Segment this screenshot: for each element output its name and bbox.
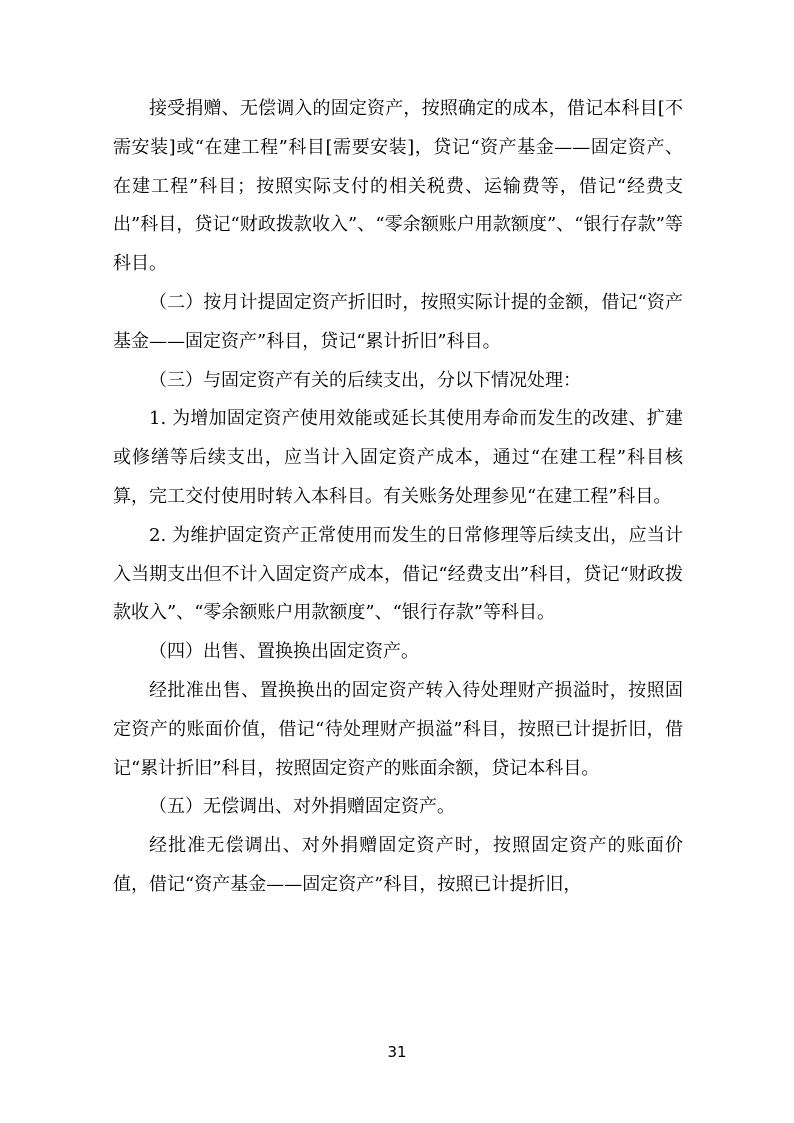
paragraph-subsequent-expenditure: （三）与固定资产有关的后续支出，分以下情况处理： [149, 369, 581, 391]
paragraph-repair-expenditure: 2. 为维护固定资产正常使用而发生的日常修理等后续支出，应当计入当期支出但不计入固定资产成本，借记“经费支出”科目，贷记“财政拨款收入”、“零余额账户用款额度”、“银行存款”等科目。 [113, 524, 683, 624]
body-text [113, 90, 683, 905]
page-number: 31 [387, 1043, 407, 1061]
paragraph-transfer-detail: 经批准无偿调出、对外捐赠固定资产时，按照固定资产的账面价值，借记“资产基金——固定资产”科目，按照已计提折旧， [113, 835, 683, 895]
paragraph-depreciation: （二）按月计提固定资产折旧时，按照实际计提的金额，借记“资产基金——固定资产”科目，贷记“累计折旧”科目。 [113, 291, 683, 352]
paragraph-sale-heading: （四）出售、置换换出固定资产。 [149, 641, 419, 663]
paragraph-transfer-heading: （五）无偿调出、对外捐赠固定资产。 [149, 796, 455, 818]
paragraph-donation-transfer: 接受捐赠、无偿调入的固定资产，按照确定的成本，借记本科目[不需安装]或“在建工程”科目[需要安装]，贷记“资产基金——固定资产、在建工程”科目；按照实际支付的相关税费、运输费等，借记“经费支出”科目，贷记“财政拨款收入”、“零余额账户用款额度”、“银行存款”等科目。 [113, 98, 683, 275]
paragraph-capitalized-expenditure: 1. 为增加固定资产使用效能或延长其使用寿命而发生的改建、扩建或修缮等后续支出，应当计入固定资产成本，通过“在建工程”科目核算，完工交付使用时转入本科目。有关账务处理参见“在建工程”科目。 [113, 408, 683, 507]
paragraph-sale-detail: 经批准出售、置换换出的固定资产转入待处理财产损溢时，按照固定资产的账面价值，借记“待处理财产损溢”科目，按照已计提折旧，借记“累计折旧”科目，按照固定资产的账面余额，贷记本科目。 [113, 679, 683, 779]
